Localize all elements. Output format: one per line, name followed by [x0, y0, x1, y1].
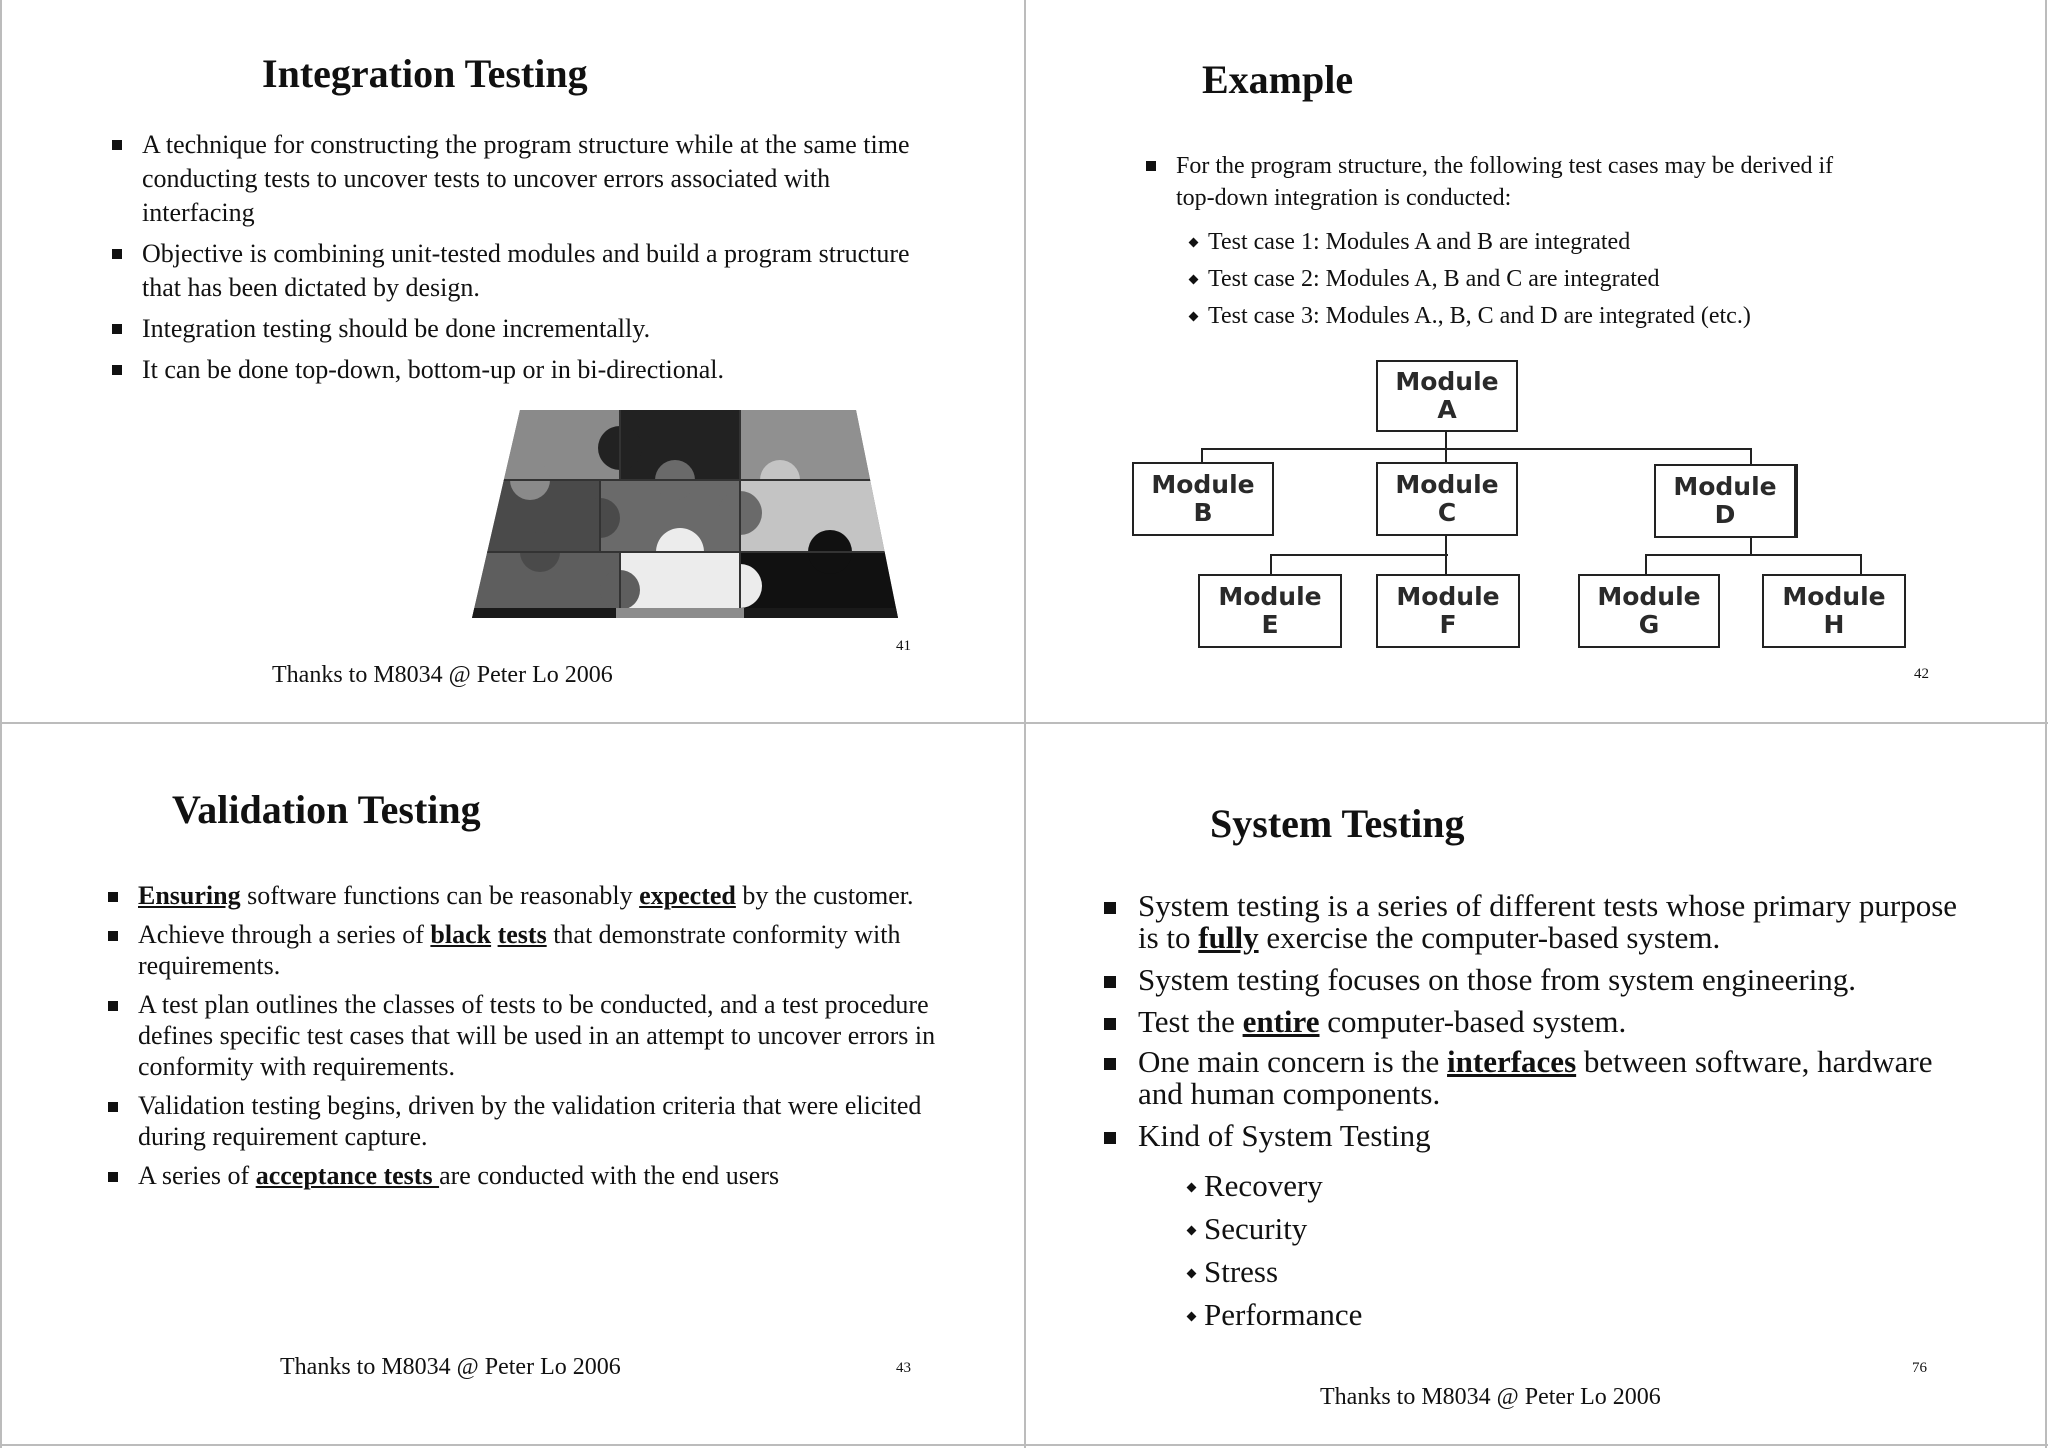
- bullet-square-icon: [1146, 161, 1156, 171]
- connector-line: [1645, 554, 1861, 556]
- connector-line: [1201, 448, 1203, 462]
- list-item: Stress: [1186, 1250, 1586, 1293]
- bullet-square-icon: [112, 324, 122, 334]
- bullet-square-icon: [108, 1172, 118, 1182]
- connector-line: [1201, 448, 1751, 450]
- bullet-diamond-icon: [1187, 1183, 1197, 1193]
- bullet-diamond-icon: [1189, 238, 1199, 248]
- slide-42: [1026, 0, 2046, 722]
- list-item: Test the entire computer-based system.: [1104, 1006, 1964, 1038]
- list-item: It can be done top-down, bottom-up or in bi-directional.: [112, 353, 932, 387]
- list-item: Integration testing should be done incrementally.: [112, 312, 932, 346]
- page-number: 76: [1912, 1360, 1927, 1376]
- slide-43: [0, 724, 1024, 1444]
- jigsaw-puzzle-image: [470, 408, 902, 624]
- list-item: Test case 1: Modules A and B are integrated: [1186, 224, 1946, 261]
- list-item: Test case 3: Modules A., B, C and D are integrated (etc.): [1186, 298, 1946, 335]
- bottom-border: [0, 1444, 2048, 1446]
- bullet-square-icon: [1104, 1132, 1116, 1144]
- list-item: System testing is a series of different tests whose primary purpose is to fully exercise the computer-based system.: [1104, 890, 1964, 954]
- list-item: One main concern is the interfaces between software, hardware and human components.: [1104, 1046, 1964, 1110]
- keyword-black: black: [430, 920, 492, 949]
- module-h-box: Module H: [1762, 574, 1906, 648]
- list-item: For the program structure, the following test cases may be derived if top-down integration is conducted:: [1146, 150, 1846, 214]
- keyword-acceptance-tests: acceptance tests: [255, 1161, 440, 1190]
- module-b-box: Module B: [1132, 462, 1274, 536]
- bullet-square-icon: [112, 140, 122, 150]
- bullet-square-icon: [108, 931, 118, 941]
- list-item: Validation testing begins, driven by the validation criteria that were elicited during requirement capture.: [108, 1090, 944, 1152]
- module-e-box: Module E: [1198, 574, 1342, 648]
- bullet-square-icon: [1104, 902, 1116, 914]
- list-item: Kind of System Testing: [1104, 1120, 1964, 1152]
- connector-line: [1445, 536, 1447, 556]
- bullet-list: [1104, 890, 1964, 1152]
- bullet-square-icon: [108, 892, 118, 902]
- list-item: A technique for constructing the program structure while at the same time conducting tests to uncover tests to uncover errors associated with interfacing: [112, 128, 932, 230]
- system-testing-kinds: [1186, 1164, 1586, 1336]
- list-item: A test plan outlines the classes of tests to be conducted, and a test procedure defines specific test cases that will be used in an attempt to uncover errors in conformity with requirements.: [108, 989, 944, 1082]
- list-item: System testing focuses on those from system engineering.: [1104, 964, 1964, 996]
- page-number: 41: [896, 638, 911, 654]
- list-item: Achieve through a series of black tests that demonstrate conformity with requirements.: [108, 919, 944, 981]
- list-item: Security: [1186, 1207, 1586, 1250]
- bullet-square-icon: [1104, 1058, 1116, 1070]
- module-a-box: Module A: [1376, 360, 1518, 432]
- list-item: Ensuring software functions can be reasonably expected by the customer.: [108, 880, 944, 911]
- bullet-square-icon: [108, 1102, 118, 1112]
- slide-41: [0, 0, 1024, 722]
- module-d-box: Module D: [1654, 464, 1798, 538]
- slide-76: [1026, 724, 2046, 1444]
- slide-title: Integration Testing: [262, 51, 588, 96]
- bullet-list: [112, 128, 932, 387]
- bullet-list: [108, 880, 944, 1191]
- list-item: Test case 2: Modules A, B and C are integrated: [1186, 261, 1946, 298]
- bullet-diamond-icon: [1189, 312, 1199, 322]
- test-case-list: [1186, 224, 1946, 335]
- bullet-square-icon: [1104, 976, 1116, 988]
- connector-line: [1445, 554, 1447, 574]
- module-g-box: Module G: [1578, 574, 1720, 648]
- module-c-box: Module C: [1376, 462, 1518, 536]
- connector-line: [1645, 554, 1647, 574]
- list-item: Recovery: [1186, 1164, 1586, 1207]
- slide-footer: Thanks to M8034 @ Peter Lo 2006: [272, 662, 613, 688]
- list-item: Objective is combining unit-tested modules and build a program structure that has been dictated by design.: [112, 237, 932, 305]
- list-item: Performance: [1186, 1293, 1586, 1336]
- list-item: A series of acceptance tests are conducted with the end users: [108, 1160, 944, 1191]
- slide-footer: Thanks to M8034 @ Peter Lo 2006: [280, 1354, 621, 1380]
- module-f-box: Module F: [1376, 574, 1520, 648]
- bullet-diamond-icon: [1187, 1269, 1197, 1279]
- bullet-square-icon: [1104, 1018, 1116, 1030]
- connector-line: [1270, 554, 1448, 556]
- slide-title: System Testing: [1210, 801, 1465, 846]
- bullet-square-icon: [112, 365, 122, 375]
- bullet-diamond-icon: [1189, 275, 1199, 285]
- keyword-ensuring: Ensuring: [138, 881, 241, 910]
- connector-line: [1860, 554, 1862, 574]
- page-number: 43: [896, 1360, 911, 1376]
- slide-footer: Thanks to M8034 @ Peter Lo 2006: [1320, 1384, 1661, 1410]
- keyword-entire: entire: [1242, 1004, 1320, 1039]
- slide-title: Validation Testing: [172, 787, 481, 832]
- bullet-square-icon: [108, 1001, 118, 1011]
- bullet-diamond-icon: [1187, 1226, 1197, 1236]
- bullet-square-icon: [112, 249, 122, 259]
- connector-line: [1270, 554, 1272, 574]
- keyword-interfaces: interfaces: [1447, 1044, 1577, 1079]
- connector-line: [1750, 448, 1752, 464]
- page-number: 42: [1914, 666, 1929, 682]
- keyword-fully: fully: [1198, 920, 1259, 955]
- bullet-diamond-icon: [1187, 1312, 1197, 1322]
- keyword-expected: expected: [639, 881, 736, 910]
- bullet-list: [1146, 150, 1846, 214]
- connector-line: [1445, 448, 1447, 462]
- keyword-tests: tests: [497, 920, 547, 949]
- slide-title: Example: [1202, 57, 1354, 102]
